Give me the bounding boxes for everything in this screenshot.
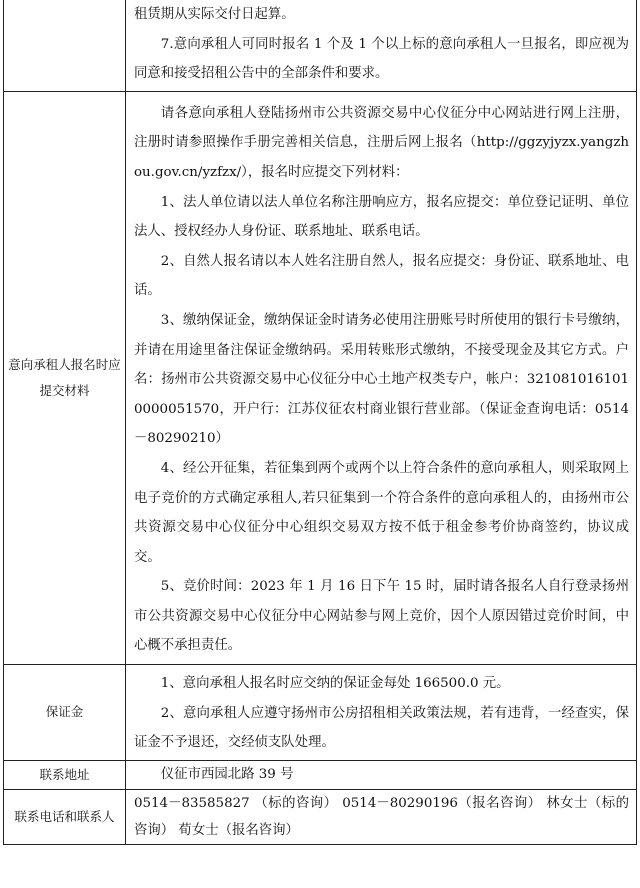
row-label-contact: 联系电话和联系人 xyxy=(4,789,126,844)
row-label-materials: 意向承租人报名时应提交材料 xyxy=(4,91,126,664)
table-row-deposit xyxy=(4,665,637,761)
paragraph: 4、经公开征集，若征集到两个或两个以上符合条件的意向承租人，则采取网上电子竞价的方式确定承租人,若只征集到一个符合条件的意向承租人的，由扬州市公共资源交易中心仪征分中心组织交易双方按不低于租金参考价协商签约，协议成交。 xyxy=(134,460,629,565)
contact-content xyxy=(126,789,637,844)
row-label-empty xyxy=(4,0,126,91)
paragraph: 1、意向承租人报名时应交纳的保证金每处 166500.0 元。 xyxy=(160,676,510,692)
row-label-deposit: 保证金 xyxy=(4,665,126,761)
table-row-materials xyxy=(4,91,637,664)
table-row-terms xyxy=(4,0,637,91)
paragraph: 5、竞价时间：2023 年 1 月 16 日下午 15 时，届时请各报名人自行登录扬州市公共资源交易中心仪征分中心网站参与网上竞价，因个人原因错过竞价时间，中心概不承担责任。 xyxy=(134,579,629,654)
paragraph: 2、自然人报名请以本人姓名注册自然人，报名应提交：身份证、联系地址、电话。 xyxy=(134,253,629,299)
paragraph: 1、法人单位请以法人单位名称注册响应方，报名应提交：单位登记证明、单位法人、授权经办人身份证、联系地址、联系电话。 xyxy=(134,194,629,240)
row-label-address: 联系地址 xyxy=(4,760,126,789)
paragraph: 仪征市西园北路 39 号 xyxy=(160,766,294,782)
paragraph: 请各意向承租人登陆扬州市公共资源交易中心仪征分中心网站进行网上注册，注册时请参照操作手册完善相关信息，注册后网上报名（http://ggzyjyzx.yangzhou.gov.cn/yzfzx/），报名时应提交下列材料： xyxy=(134,105,629,180)
paragraph: 3、缴纳保证金，缴纳保证金时请务必使用注册账号时所使用的银行卡号缴纳，并请在用途里备注保证金缴纳码。采用转账形式缴纳，不接受现金及其它方式。户名：扬州市公共资源交易中心仪征分中心土地产权类专户，帐户：3210810161010000051570，开户行：江苏仪征农村商业银行营业部。（保证金查询电话：0514－80290210） xyxy=(134,312,629,447)
paragraph: 2、意向承租人应遵守扬州市公房招租相关政策法规，若有违背，一经查实，保证金不予退还，交经侦支队处理。 xyxy=(134,705,629,751)
materials-content xyxy=(126,91,637,664)
table-row-contact xyxy=(4,789,637,844)
table-row-address xyxy=(4,760,637,789)
address-content xyxy=(126,760,637,789)
paragraph: 7.意向承租人可同时报名 1 个及 1 个以上标的意向承租人一旦报名，即应视为同意和接受招租公告中的全部条件和要求。 xyxy=(134,36,629,82)
paragraph: 租赁期从实际交付日起算。 xyxy=(134,7,295,22)
deposit-content xyxy=(126,665,637,761)
terms-content xyxy=(126,0,637,91)
notice-table xyxy=(3,0,637,845)
paragraph: 0514－83585827 （标的咨询） 0514－80290196（报名咨询） 林女士（标的咨询） 荀女士（报名咨询） xyxy=(134,795,629,838)
